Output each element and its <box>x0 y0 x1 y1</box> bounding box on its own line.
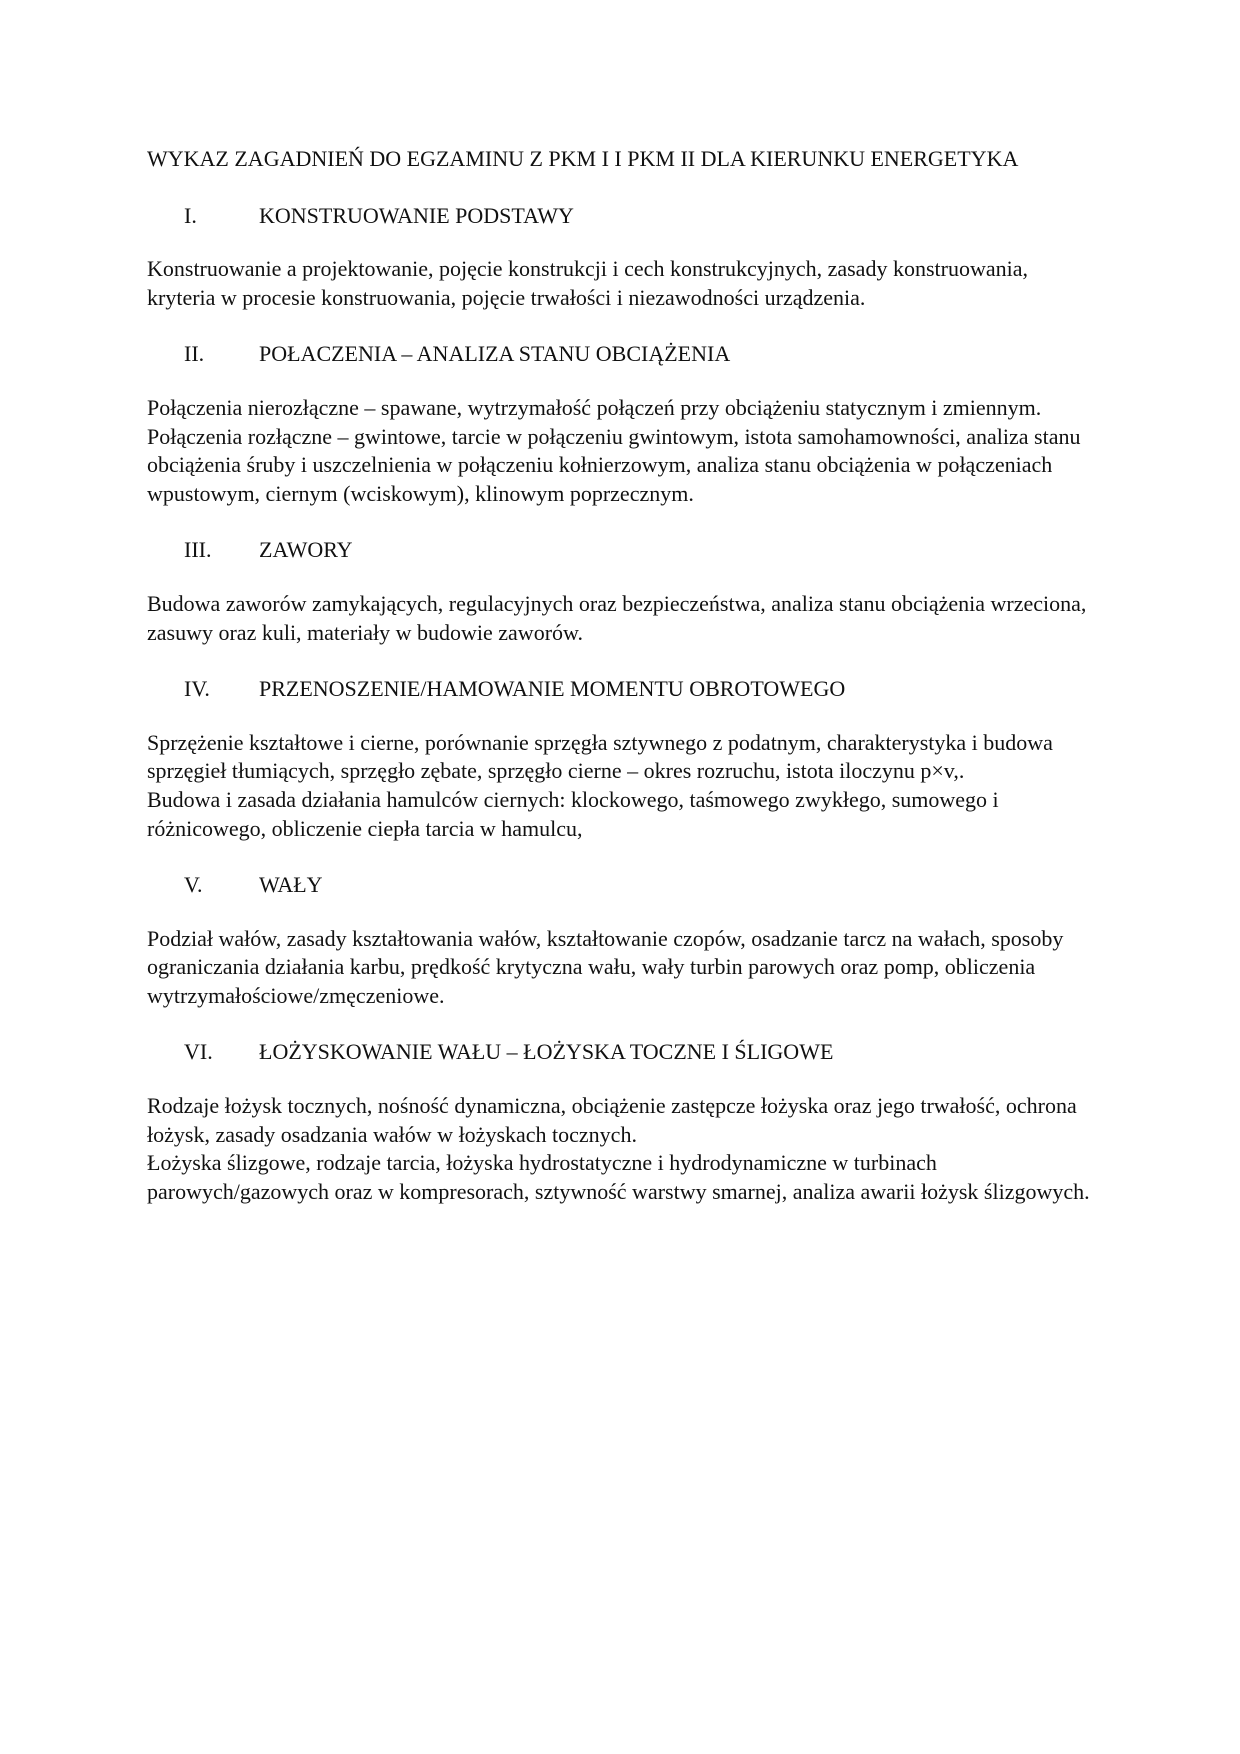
section-body-1 <box>147 255 1097 312</box>
section-title: PRZENOSZENIE/HAMOWANIE MOMENTU OBROTOWEGO <box>259 676 846 702</box>
section-number: V. <box>184 872 203 898</box>
section-paragraph: Budowa i zasada działania hamulców ciernych: klockowego, taśmowego zwykłego, sumowego i różnicowego, obliczenie ciepła tarcia w hamulcu, <box>147 786 999 841</box>
section-body-4 <box>147 729 1097 843</box>
section-body-3 <box>147 590 1097 647</box>
section-body-5 <box>147 925 1097 1011</box>
section-title: WAŁY <box>259 872 323 898</box>
section-paragraph: Łożyska ślizgowe, rodzaje tarcia, łożyska hydrostatyczne i hydrodynamiczne w turbinach parowych/gazowych oraz w kompresorach, sztywność warstwy smarnej, analiza awarii łożysk ślizgowych. <box>147 1150 1090 1204</box>
section-heading-6 <box>147 1038 1097 1067</box>
section-heading-2 <box>147 340 1097 369</box>
section-paragraph: Połączenia nierozłączne – spawane, wytrzymałość połączeń przy obciążeniu statycznym i zmiennym. <box>147 394 1042 420</box>
section-number: I. <box>184 202 197 228</box>
section-body-6 <box>147 1092 1097 1206</box>
section-title: ŁOŻYSKOWANIE WAŁU – ŁOŻYSKA TOCZNE I ŚLIGOWE <box>259 1039 834 1065</box>
document-title: WYKAZ ZAGADNIEŃ DO EGZAMINU Z PKM I I PKM II DLA KIERUNKU ENERGETYKA <box>147 146 1019 171</box>
section-number: III. <box>184 537 212 563</box>
section-title: POŁACZENIA – ANALIZA STANU OBCIĄŻENIA <box>259 341 731 367</box>
section-paragraph: Rodzaje łożysk tocznych, nośność dynamiczna, obciążenie zastępcze łożyska oraz jego trwałość, ochrona łożysk, zasady osadzania wałów w łożyskach tocznych. <box>147 1093 1077 1147</box>
section-heading-3 <box>147 536 1097 565</box>
section-paragraph: Sprzężenie kształtowe i cierne, porównanie sprzęgła sztywnego z podatnym, charakterystyka i budowa sprzęgieł tłumiących, sprzęgło zębate, sprzęgło cierne – okres rozruchu, istota iloczynu p×v,. <box>147 729 1053 784</box>
section-body-2 <box>147 394 1097 508</box>
section-heading-1 <box>147 202 1097 231</box>
section-title: ZAWORY <box>259 537 353 563</box>
section-heading-5 <box>147 871 1097 900</box>
section-paragraph: Konstruowanie a projektowanie, pojęcie konstrukcji i cech konstrukcyjnych, zasady konstruowania, kryteria w procesie konstruowania, pojęcie trwałości i niezawodności urządzenia. <box>147 256 1028 310</box>
section-paragraph: Podział wałów, zasady kształtowania wałów, kształtowanie czopów, osadzanie tarcz na wałach, sposoby ograniczania działania karbu, prędkość krytyczna wału, wały turbin parowych oraz pomp, obliczenia wytrzymałościowe/zmęczeniowe. <box>147 925 1064 1008</box>
section-number: VI. <box>184 1039 213 1065</box>
section-title: KONSTRUOWANIE PODSTAWY <box>259 202 574 228</box>
section-number: II. <box>184 341 205 367</box>
section-heading-4 <box>147 675 1097 704</box>
document-page <box>147 145 1097 1234</box>
section-paragraph: Połączenia rozłączne – gwintowe, tarcie w połączeniu gwintowym, istota samohamowności, analiza stanu obciążenia śruby i uszczelnienia w połączeniu kołnierzowym, analiza stanu obciążenia w połączeniach wpustowym, ciernym (wciskowym), klinowym poprzecznym. <box>147 423 1081 506</box>
section-number: IV. <box>184 676 210 702</box>
section-paragraph: Budowa zaworów zamykających, regulacyjnych oraz bezpieczeństwa, analiza stanu obciążenia wrzeciona, zasuwy oraz kuli, materiały w budowie zaworów. <box>147 590 1087 645</box>
